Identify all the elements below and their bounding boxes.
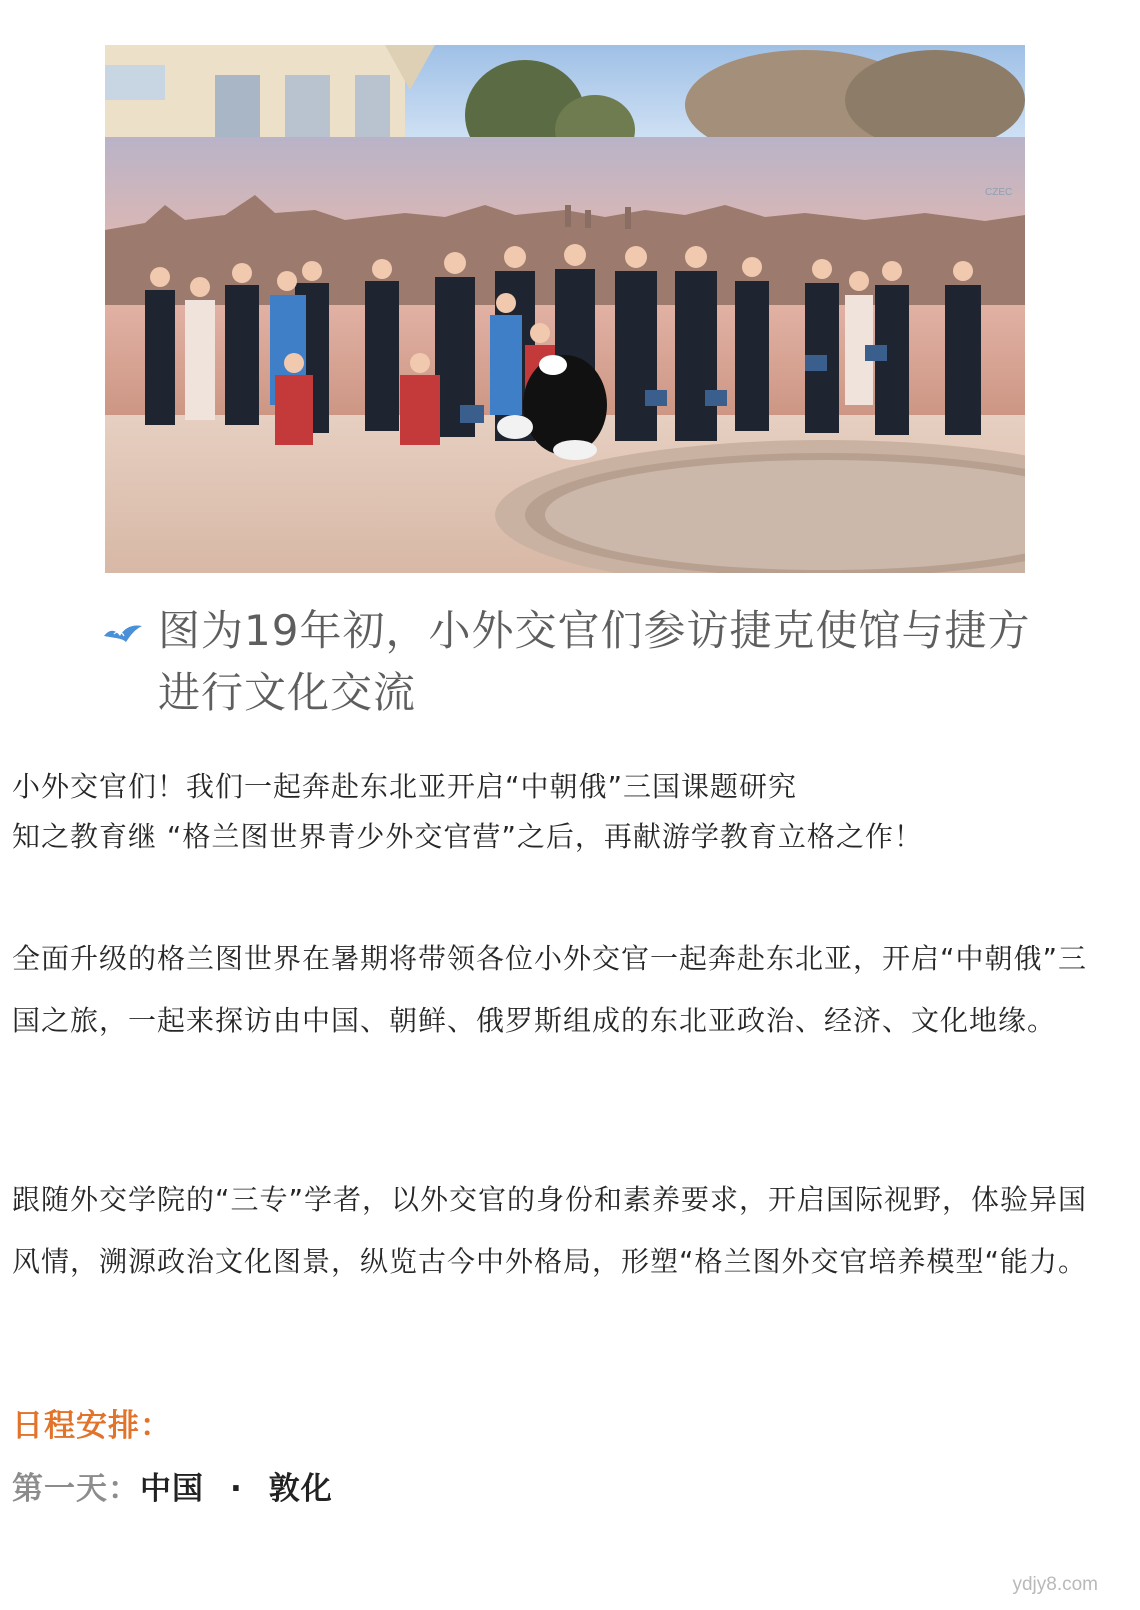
day-1-label: 第一天： [12, 1471, 140, 1507]
caption-text: 图为19年初，小外交官们参访捷克使馆与捷方进行文化交流 [158, 606, 1031, 717]
group-photo-illustration [105, 45, 1025, 573]
banner-text: CZEC [985, 187, 1013, 198]
paragraph-2: 跟随外交学院的“三专”学者，以外交官的身份和素养要求，开启国际视野，体验异国风情，溯源政治文化图景，纵览古今中外格局，形塑“格兰图外交官培养模型“能力。 [12, 1183, 1088, 1278]
paragraph-1: 全面升级的格兰图世界在暑期将带领各位小外交官一起奔赴东北亚，开启“中朝俄”三国之旅，一起来探访由中国、朝鲜、俄罗斯组成的东北亚政治、经济、文化地缘。 [12, 942, 1088, 1037]
day-1-place-a: 中国 [140, 1471, 204, 1507]
schedule-day-1 [12, 1463, 333, 1508]
day-1-place-b: 敦化 [268, 1471, 333, 1507]
watermark: ydjy8.com [1012, 1574, 1098, 1595]
intro-line-2: 知之教育继 “格兰图世界青少外交官营”之后，再献游学教育立格之作！ [12, 820, 923, 853]
day-1-separator: · [230, 1471, 243, 1507]
group-photo [105, 45, 1025, 573]
schedule-title: 日程安排： [12, 1408, 172, 1444]
bird-icon [102, 624, 144, 646]
intro-line-1: 小外交官们！我们一起奔赴东北亚开启“中朝俄”三国课题研究 [12, 770, 798, 803]
